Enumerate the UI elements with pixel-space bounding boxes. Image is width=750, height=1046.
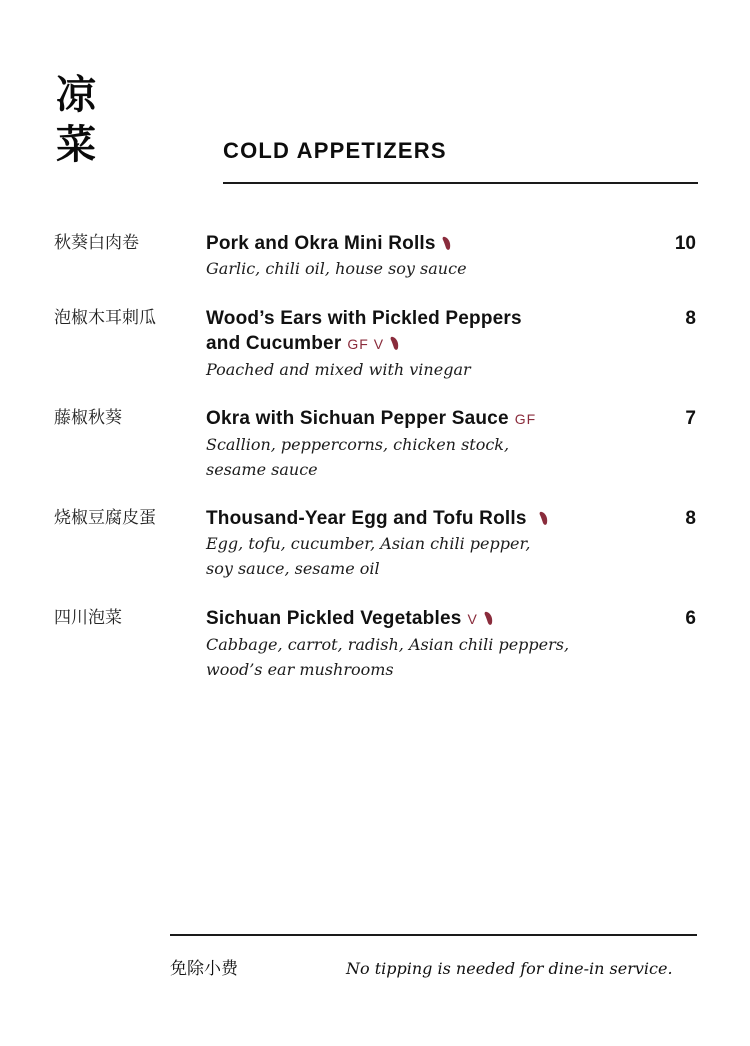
item-price: 7 [685,408,696,429]
section-title: COLD APPETIZERS [223,138,447,163]
item-price: 6 [685,608,696,629]
item-name: Wood’s Ears with Pickled Peppers [206,308,522,329]
item-chinese-name: 烧椒豆腐皮蛋 [54,508,156,528]
item-name-text: Sichuan Pickled Vegetables [206,608,462,629]
item-chinese-name: 藤椒秋葵 [54,408,122,428]
chinese-title-char-1: 凉 [56,72,96,118]
footer-chinese-note: 免除小费 [170,959,238,979]
item-name [206,406,626,432]
item-name [206,606,626,632]
item-description: Scallion, peppercorns, chicken stock, [206,435,510,454]
item-price: 8 [685,308,696,329]
item-description-line-2: soy sauce, sesame oil [206,559,380,578]
item-chinese-name: 秋葵白肉卷 [54,233,139,253]
chinese-title-char-2: 菜 [56,122,96,168]
dietary-tags: GF V [347,336,385,352]
dietary-tags: GF [514,411,537,427]
dietary-tags: V [467,611,478,627]
chili-pepper-icon [442,236,452,251]
item-price: 8 [685,508,696,529]
chili-pepper-icon [484,611,494,626]
item-name-text: Okra with Sichuan Pepper Sauce [206,408,509,429]
item-chinese-name: 泡椒木耳刺瓜 [54,308,156,328]
item-description: Cabbage, carrot, radish, Asian chili peppers, [206,635,570,654]
item-description-line-2: sesame sauce [206,460,318,479]
item-name [206,231,626,256]
item-name-line-2 [206,331,626,357]
chili-pepper-icon [390,336,400,351]
item-description: Garlic, chili oil, house soy sauce [206,259,467,278]
item-description: Poached and mixed with vinegar [206,360,471,379]
item-name-text: Pork and Okra Mini Rolls [206,233,436,254]
item-description-line-2: wood’s ear mushrooms [206,660,394,679]
item-description: Egg, tofu, cucumber, Asian chili pepper, [206,534,531,553]
footer-divider [170,934,697,936]
chinese-section-title [56,70,96,170]
item-name [206,506,626,531]
chili-pepper-icon [539,511,549,526]
item-name-text: and Cucumber [206,333,342,354]
title-divider [223,182,698,184]
item-name-text: Thousand-Year Egg and Tofu Rolls [206,508,527,529]
item-chinese-name: 四川泡菜 [54,608,122,628]
item-price: 10 [674,233,696,254]
footer-tipping-note: No tipping is needed for dine-in service. [346,959,673,978]
